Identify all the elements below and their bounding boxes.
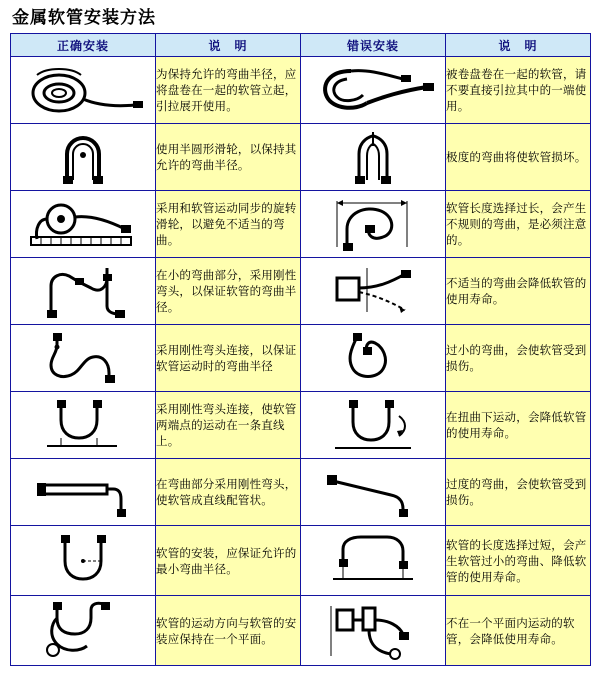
- correct-description: 软管的运动方向与软管的安装应保持在一个平面。: [156, 596, 301, 666]
- wrong-figure-cell: [301, 124, 446, 191]
- table-body: [11, 57, 591, 666]
- table-header: [11, 34, 591, 57]
- excessive-bend-icon: [301, 463, 445, 521]
- table-row: [11, 526, 591, 596]
- header-wrong-description: 说 明: [446, 34, 591, 57]
- table-row: [11, 124, 591, 191]
- correct-figure-cell: [11, 596, 156, 666]
- wrong-description: 被卷盘卷在一起的软管，请不要直接引拉其中的一端使用。: [446, 57, 591, 124]
- table-row: [11, 392, 591, 459]
- correct-figure-cell: [11, 191, 156, 258]
- wrong-figure-cell: [301, 258, 446, 325]
- wrong-figure-cell: [301, 57, 446, 124]
- out-of-plane-movement-icon: [301, 600, 445, 662]
- rigid-elbow-straight-line-icon: [11, 396, 155, 454]
- table-row: [11, 57, 591, 124]
- wrong-description: 过小的弯曲，会使软管受到损伤。: [446, 325, 591, 392]
- rigid-bend-small-radius-icon: [11, 262, 155, 320]
- correct-figure-cell: [11, 57, 156, 124]
- wrong-description: 软管的长度选择过短，会产生软管过小的弯曲、降低软管的使用寿命。: [446, 526, 591, 596]
- wrong-description: 不在一个平面内运动的软管，会降低使用寿命。: [446, 596, 591, 666]
- correct-description: 在小的弯曲部分，采用刚性弯头，以保证软管的弯曲半径。: [156, 258, 301, 325]
- same-plane-movement-icon: [11, 600, 155, 662]
- table-row: [11, 258, 591, 325]
- table-row: [11, 325, 591, 392]
- rotating-sheave-chain-icon: [11, 195, 155, 253]
- wrong-figure-cell: [301, 392, 446, 459]
- correct-figure-cell: [11, 392, 156, 459]
- correct-figure-cell: [11, 459, 156, 526]
- header-correct-description: 说 明: [156, 34, 301, 57]
- straight-pipe-elbow-icon: [11, 463, 155, 521]
- wrong-description: 在扭曲下运动，会降低软管的使用寿命。: [446, 392, 591, 459]
- wrong-description: 过度的弯曲，会使软管受到损伤。: [446, 459, 591, 526]
- correct-description: 在弯曲部分采用刚性弯头，使软管成直线配管状。: [156, 459, 301, 526]
- minimum-bend-radius-icon: [11, 531, 155, 591]
- correct-description: 使用半圆形滑轮，以保持其允许的弯曲半径。: [156, 124, 301, 191]
- correct-figure-cell: [11, 258, 156, 325]
- table-row: [11, 459, 591, 526]
- correct-description: 采用刚性弯头连接，使软管两端点的运动在一条直线上。: [156, 392, 301, 459]
- header-correct-install: 正确安装: [11, 34, 156, 57]
- too-small-bend-icon: [301, 329, 445, 387]
- hose-installation-table: [10, 33, 591, 666]
- long-hose-irregular-bend-icon: [301, 195, 445, 253]
- coiled-hose-pulled-icon: [301, 61, 445, 119]
- table-row: [11, 596, 591, 666]
- rigid-elbow-connection-icon: [11, 329, 155, 387]
- improper-bend-icon: [301, 262, 445, 320]
- wrong-figure-cell: [301, 325, 446, 392]
- coiled-hose-upright-icon: [11, 61, 155, 119]
- header-row: [11, 34, 591, 57]
- sharp-bend-hose-icon: [301, 128, 445, 186]
- torsional-movement-icon: [301, 396, 445, 454]
- correct-description: 软管的安装，应保证允许的最小弯曲半径。: [156, 526, 301, 596]
- correct-figure-cell: [11, 325, 156, 392]
- correct-figure-cell: [11, 124, 156, 191]
- correct-description: 为保持允许的弯曲半径，应将盘卷在一起的软管立起，引拉展开使用。: [156, 57, 301, 124]
- page-title: 金属软管安装方法: [12, 8, 156, 28]
- semicircle-sheave-icon: [11, 128, 155, 186]
- wrong-figure-cell: [301, 526, 446, 596]
- correct-description: 采用刚性弯头连接，以保证软管运动时的弯曲半径: [156, 325, 301, 392]
- wrong-description: 不适当的弯曲会降低软管的使用寿命。: [446, 258, 591, 325]
- wrong-description: 软管长度选择过长，会产生不规则的弯曲，是必须注意的。: [446, 191, 591, 258]
- wrong-figure-cell: [301, 459, 446, 526]
- wrong-figure-cell: [301, 596, 446, 666]
- wrong-figure-cell: [301, 191, 446, 258]
- too-long-hose-icon: [301, 531, 445, 591]
- wrong-description: 极度的弯曲将使软管损坏。: [446, 124, 591, 191]
- correct-figure-cell: [11, 526, 156, 596]
- header-wrong-install: 错误安装: [301, 34, 446, 57]
- correct-description: 采用和软管运动同步的旋转滑轮，以避免不适当的弯曲。: [156, 191, 301, 258]
- table-row: [11, 191, 591, 258]
